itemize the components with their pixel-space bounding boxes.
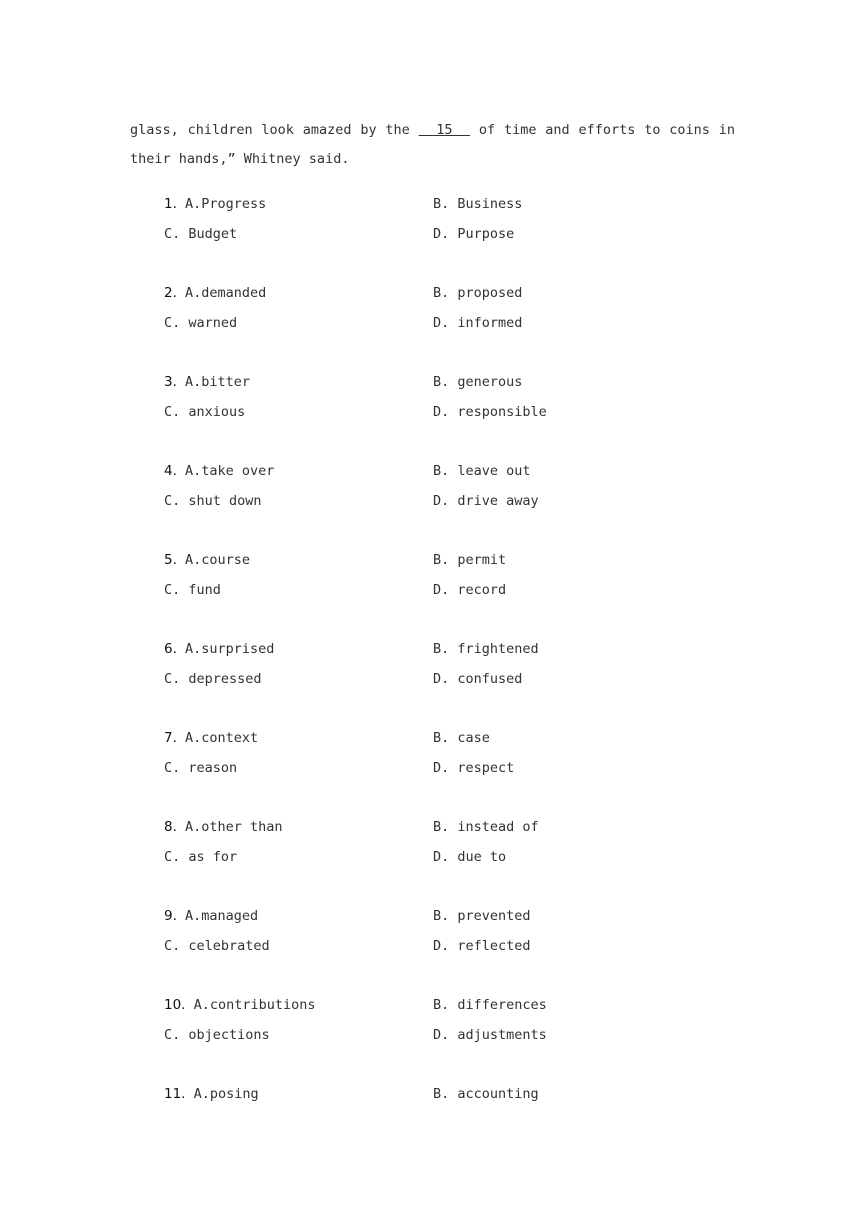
question-number: 10. bbox=[164, 997, 186, 1013]
option-row bbox=[164, 309, 724, 339]
question-number: 1. bbox=[164, 196, 177, 212]
passage-text bbox=[130, 116, 735, 174]
option-row bbox=[164, 991, 724, 1021]
question-5 bbox=[164, 546, 724, 635]
option-b[interactable]: B. permit bbox=[433, 552, 507, 568]
option-a[interactable] bbox=[164, 457, 274, 487]
option-d[interactable]: D. Purpose bbox=[433, 225, 515, 242]
option-a-text: A.course bbox=[185, 552, 251, 568]
option-d[interactable]: D. record bbox=[433, 581, 507, 598]
option-a[interactable] bbox=[164, 368, 250, 398]
passage-text-part1: glass, children look amazed by the bbox=[130, 121, 419, 138]
option-row bbox=[164, 398, 724, 428]
question-10 bbox=[164, 991, 724, 1080]
option-d[interactable]: D. due to bbox=[433, 848, 507, 865]
option-b[interactable]: B. generous bbox=[433, 374, 523, 390]
option-d[interactable]: D. adjustments bbox=[433, 1026, 547, 1043]
blank-15: 15 bbox=[418, 121, 471, 138]
option-b[interactable]: B. instead of bbox=[433, 819, 539, 835]
option-row bbox=[164, 754, 724, 784]
option-row bbox=[164, 190, 724, 220]
option-a-text: A.take over bbox=[185, 463, 275, 479]
question-7 bbox=[164, 724, 724, 813]
question-number: 6. bbox=[164, 641, 177, 657]
option-row bbox=[164, 843, 724, 873]
option-row bbox=[164, 813, 724, 843]
option-b[interactable]: B. accounting bbox=[433, 1086, 539, 1102]
option-c[interactable]: C. reason bbox=[164, 759, 238, 776]
option-row bbox=[164, 457, 724, 487]
option-row bbox=[164, 368, 724, 398]
option-c[interactable]: C. objections bbox=[164, 1026, 270, 1043]
option-b[interactable]: B. prevented bbox=[433, 908, 531, 924]
question-9 bbox=[164, 902, 724, 991]
option-row bbox=[164, 902, 724, 932]
passage-text-part2: of time and efforts to coins in their hands,” Whitney said. bbox=[130, 121, 735, 167]
option-d[interactable]: D. drive away bbox=[433, 492, 539, 509]
option-d[interactable]: D. reflected bbox=[433, 937, 531, 954]
option-row bbox=[164, 1080, 724, 1110]
option-a[interactable] bbox=[164, 546, 250, 576]
option-a-text: A.surprised bbox=[185, 641, 275, 657]
option-c[interactable]: C. depressed bbox=[164, 670, 262, 687]
option-a[interactable] bbox=[164, 1080, 259, 1110]
question-8 bbox=[164, 813, 724, 902]
option-a-text: A.posing bbox=[193, 1086, 259, 1102]
option-a[interactable] bbox=[164, 724, 258, 754]
question-number: 2. bbox=[164, 285, 177, 301]
option-c[interactable]: C. fund bbox=[164, 581, 221, 598]
option-b[interactable]: B. Business bbox=[433, 196, 523, 212]
option-a-text: A.context bbox=[185, 730, 259, 746]
option-b[interactable]: B. proposed bbox=[433, 285, 523, 301]
option-a-text: A.bitter bbox=[185, 374, 251, 390]
option-a-text: A.managed bbox=[185, 908, 259, 924]
option-a-text: A.Progress bbox=[185, 196, 267, 212]
option-c[interactable]: C. as for bbox=[164, 848, 238, 865]
question-4 bbox=[164, 457, 724, 546]
option-row bbox=[164, 1021, 724, 1051]
option-d[interactable]: D. confused bbox=[433, 670, 523, 687]
option-a[interactable] bbox=[164, 902, 258, 932]
option-d[interactable]: D. responsible bbox=[433, 403, 547, 420]
option-a-text: A.demanded bbox=[185, 285, 267, 301]
question-11 bbox=[164, 1080, 724, 1169]
option-row bbox=[164, 932, 724, 962]
question-number: 7. bbox=[164, 730, 177, 746]
option-c[interactable]: C. Budget bbox=[164, 225, 238, 242]
option-d[interactable]: D. informed bbox=[433, 314, 523, 331]
option-row bbox=[164, 635, 724, 665]
option-a[interactable] bbox=[164, 991, 316, 1021]
option-a-text: A.contributions bbox=[193, 997, 316, 1013]
option-b[interactable]: B. case bbox=[433, 730, 490, 746]
option-row bbox=[164, 665, 724, 695]
option-d[interactable]: D. respect bbox=[433, 759, 515, 776]
question-1 bbox=[164, 190, 724, 279]
option-a[interactable] bbox=[164, 190, 266, 220]
option-a-text: A.other than bbox=[185, 819, 283, 835]
question-number: 11. bbox=[164, 1086, 186, 1102]
option-c[interactable]: C. celebrated bbox=[164, 937, 270, 954]
question-number: 8. bbox=[164, 819, 177, 835]
option-row bbox=[164, 487, 724, 517]
question-6 bbox=[164, 635, 724, 724]
question-number: 5. bbox=[164, 552, 177, 568]
question-number: 9. bbox=[164, 908, 177, 924]
option-c[interactable]: C. warned bbox=[164, 314, 238, 331]
option-row bbox=[164, 724, 724, 754]
option-c[interactable]: C. anxious bbox=[164, 403, 246, 420]
option-a[interactable] bbox=[164, 635, 274, 665]
option-row bbox=[164, 546, 724, 576]
option-b[interactable]: B. differences bbox=[433, 997, 547, 1013]
option-a[interactable] bbox=[164, 279, 266, 309]
option-row bbox=[164, 220, 724, 250]
question-list bbox=[164, 190, 724, 1169]
option-row bbox=[164, 576, 724, 606]
question-number: 3. bbox=[164, 374, 177, 390]
question-number: 4. bbox=[164, 463, 177, 479]
option-b[interactable]: B. frightened bbox=[433, 641, 539, 657]
option-b[interactable]: B. leave out bbox=[433, 463, 531, 479]
option-c[interactable]: C. shut down bbox=[164, 492, 262, 509]
question-3 bbox=[164, 368, 724, 457]
option-a[interactable] bbox=[164, 813, 283, 843]
option-row bbox=[164, 279, 724, 309]
question-2 bbox=[164, 279, 724, 368]
